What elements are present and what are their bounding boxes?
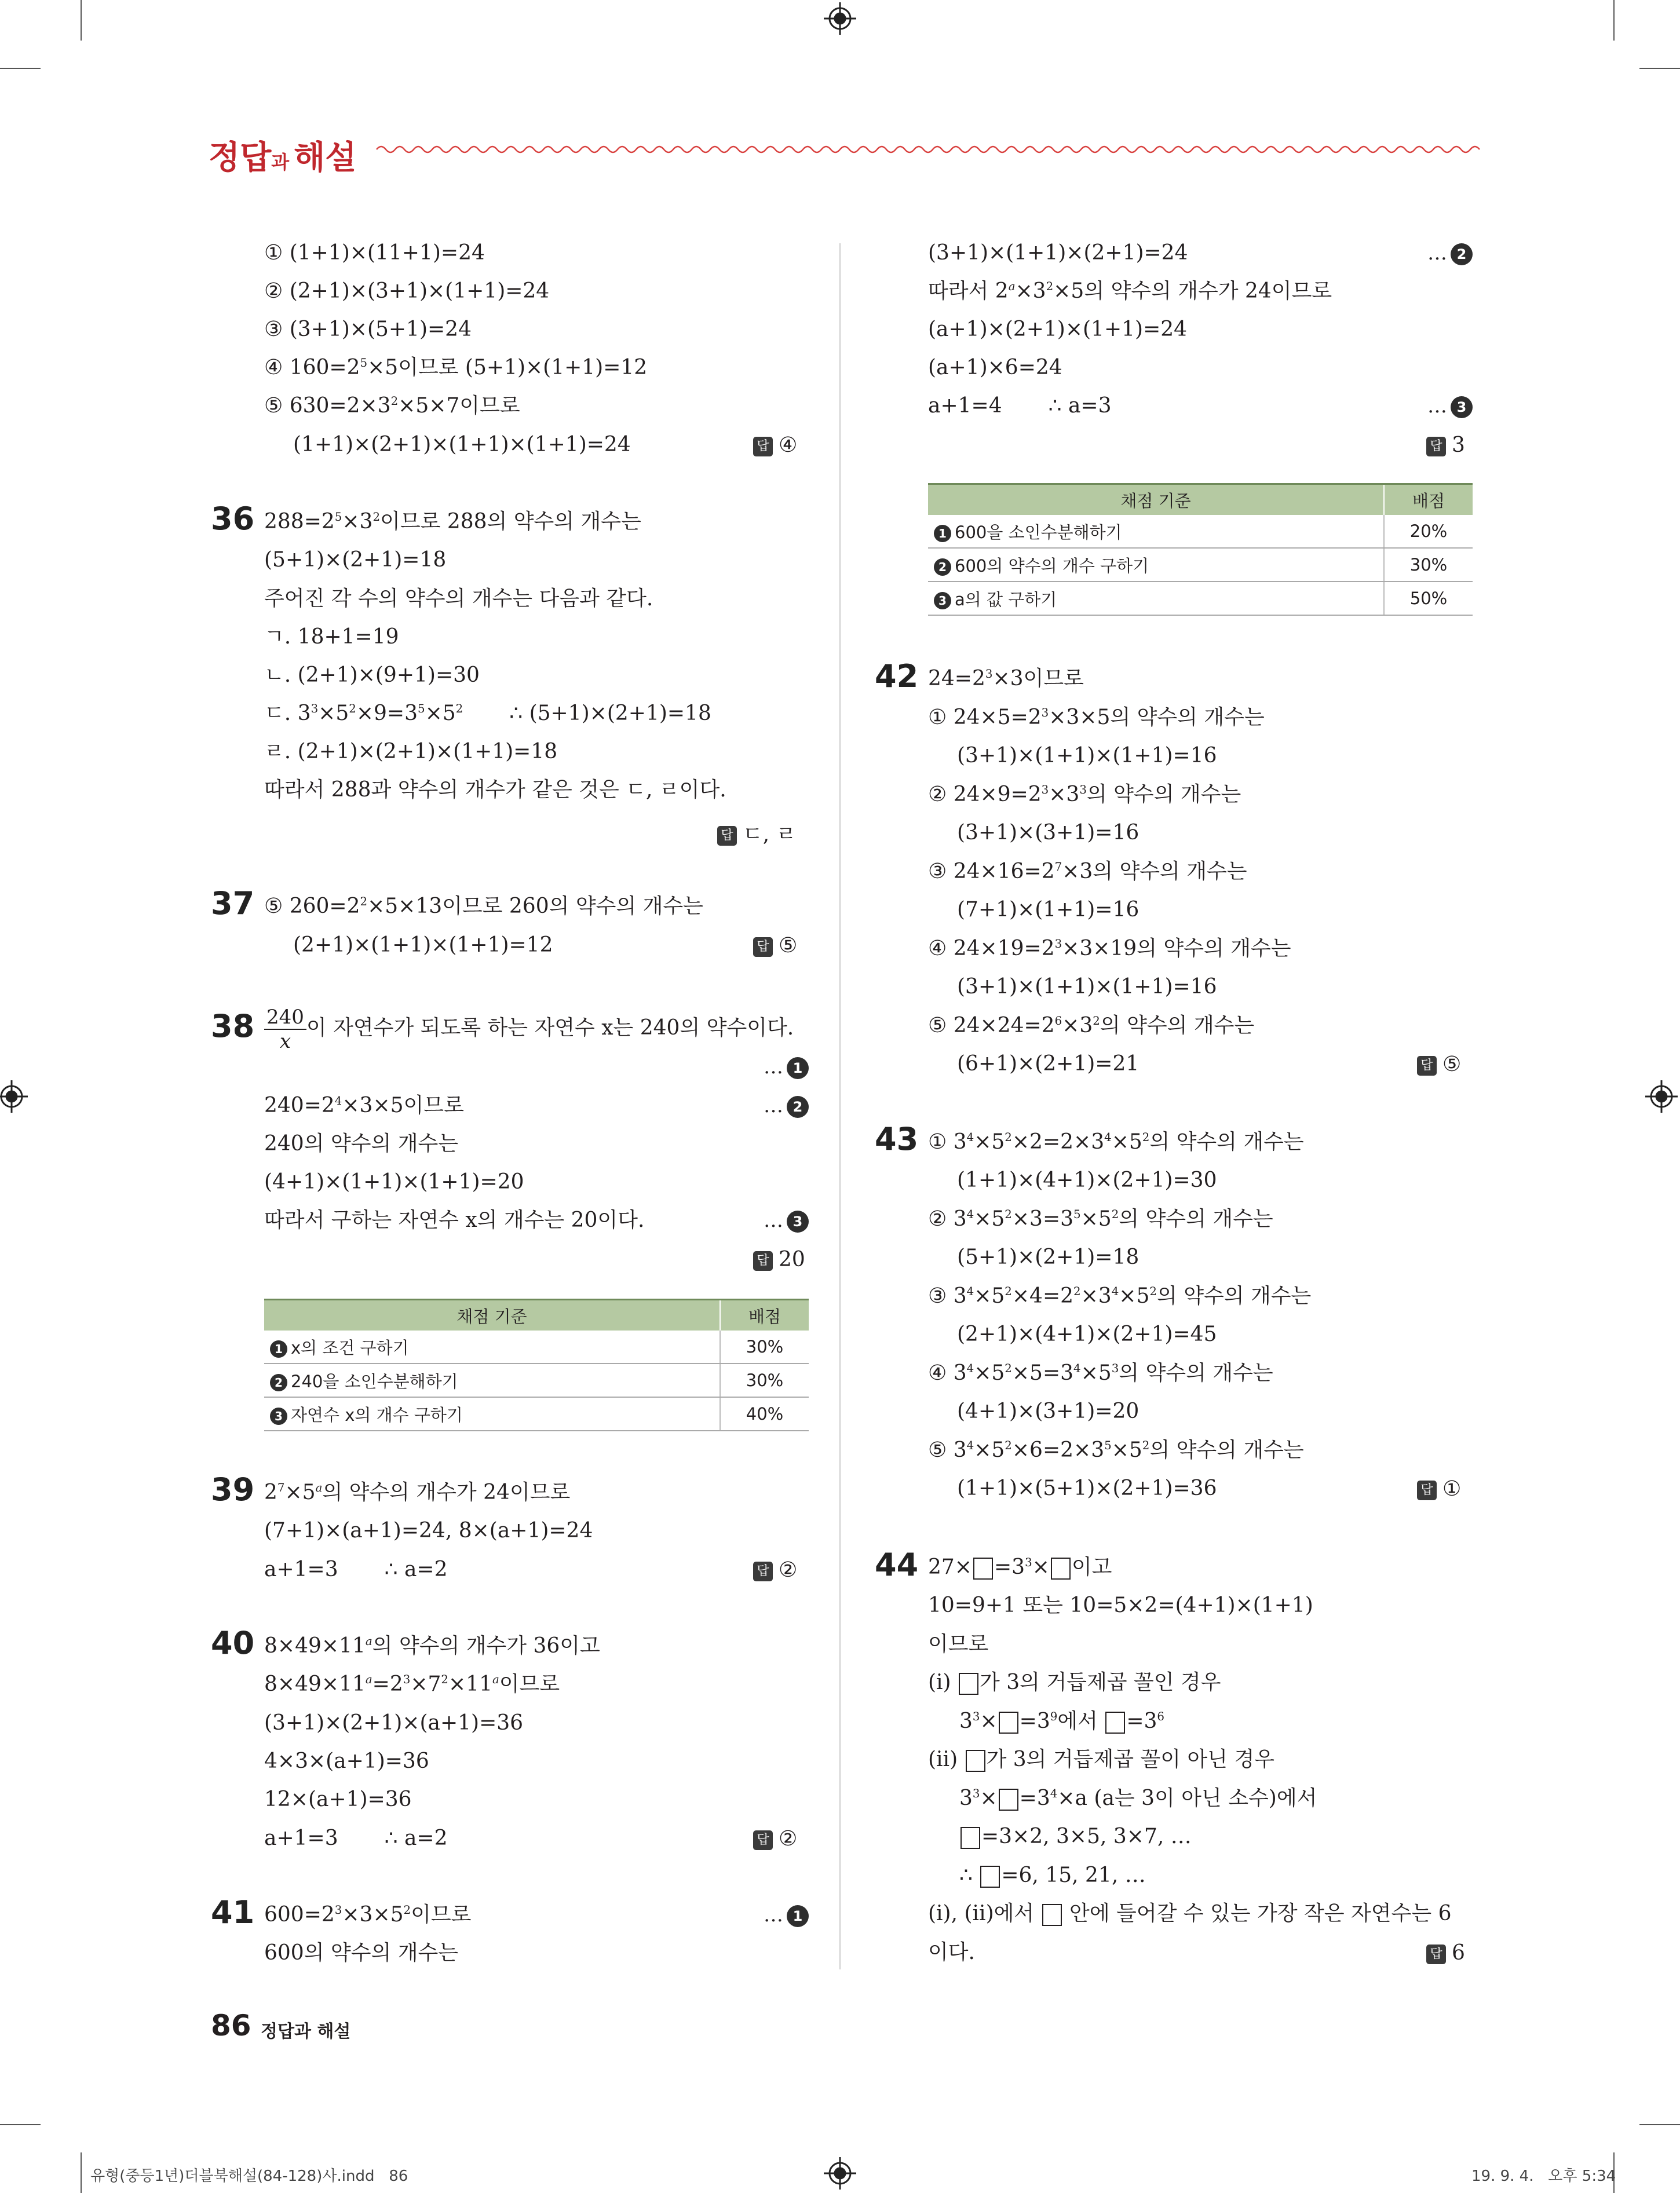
table-header-criteria: 채점 기준 bbox=[264, 1300, 720, 1331]
answer-41: 답 3 bbox=[1426, 433, 1465, 457]
q40-line-1: $8\times 49\times 11^a$의 약수의 개수가 36이고 bbox=[264, 1634, 600, 1658]
header-title-small: 과 bbox=[271, 151, 290, 173]
answer-36: 답 ㄷ, ㄹ bbox=[717, 818, 796, 847]
answer-39: 답 ② bbox=[753, 1558, 797, 1582]
q36-line-1: $288=2^5\times 3^2$이므로 288의 약수의 개수는 bbox=[264, 510, 641, 533]
problem-number-39: 39 bbox=[211, 1471, 255, 1508]
blank-box bbox=[980, 1866, 1000, 1888]
left-line-6: (1+1)×(2+1)×(1+1)×(1+1)=24 bbox=[293, 433, 631, 456]
q38-line-5: 따라서 구하는 자연수 x의 개수는 20이다. bbox=[264, 1208, 645, 1232]
problem-number-37: 37 bbox=[211, 885, 255, 922]
q38-mark-1: … 1 bbox=[764, 1055, 809, 1079]
blank-box bbox=[999, 1712, 1018, 1734]
table-row: 3 자연수 x의 개수 구하기 40% bbox=[264, 1397, 809, 1431]
header-wave bbox=[377, 147, 1480, 152]
q44-line-3: 이므로 bbox=[928, 1632, 989, 1656]
q44-line-4: (ⅰ) 가 3의 거듭제곱 꼴인 경우 bbox=[928, 1671, 1221, 1694]
q43-line-5: ③ $3^4\times 5^2\times 4=2^2\times 3^4\times 5^2$의 약수의 개수는 bbox=[928, 1284, 1312, 1308]
q41-line-2: 600의 약수의 개수는 bbox=[264, 1941, 459, 1965]
problem-number-38: 38 bbox=[211, 1008, 255, 1044]
left-line-2: ② (2+1)×(3+1)×(1+1)=24 bbox=[264, 279, 550, 303]
q43-line-3: ② $3^4\times 5^2\times 3=3^5\times 5^2$의 약수의 개수는 bbox=[928, 1207, 1273, 1231]
q44-line-8: =3×2, 3×5, 3×7, … bbox=[959, 1824, 1192, 1850]
timestamp: 19. 9. 4. 오후 5:34 bbox=[1471, 2168, 1616, 2185]
q38-line-3: 240의 약수의 개수는 bbox=[264, 1132, 459, 1156]
q41-line-1: $600=2^3\times 3\times 5^2$이므로 bbox=[264, 1903, 472, 1927]
problem-number-43: 43 bbox=[875, 1121, 919, 1157]
q42-line-9: ⑤ $24\times 24=2^6\times 3^2$의 약수의 개수는 bbox=[928, 1014, 1255, 1037]
q42-line-7: ④ $24\times 19=2^3\times 3\times 19$의 약수의 개수는 bbox=[928, 937, 1291, 960]
q41c-line-2: 따라서 $2^a\times 3^2\times 5$의 약수의 개수가 24이므로 bbox=[928, 279, 1332, 303]
q43-line-8: (4+1)×(3+1)=20 bbox=[957, 1399, 1140, 1423]
answer-35: 답 ④ bbox=[753, 433, 797, 457]
problem-number-44: 44 bbox=[875, 1547, 919, 1583]
fraction-240-over-x: $\frac{240}{x}$ bbox=[264, 1006, 306, 1053]
q38-mark-3: … 3 bbox=[764, 1209, 809, 1233]
q38-line-1: $\frac{240}{x}$ 이 자연수가 되도록 하는 자연수 x는 240의 약수이다. bbox=[264, 1002, 794, 1054]
q40-line-5: 12×(a+1)=36 bbox=[264, 1788, 412, 1811]
table-row: 1 x의 조건 구하기 30% bbox=[264, 1331, 809, 1364]
problem-number-42: 42 bbox=[875, 658, 919, 695]
blank-box bbox=[1042, 1904, 1062, 1926]
problem-number-40: 40 bbox=[211, 1625, 255, 1661]
q43-line-9: ⑤ $3^4\times 5^2\times 6=2\times 3^5\times 5^2$의 약수의 개수는 bbox=[928, 1438, 1304, 1462]
answer-44: 답 6 bbox=[1426, 1941, 1465, 1965]
q43-line-7: ④ $3^4\times 5^2\times 5=3^4\times 5^3$의 약수의 개수는 bbox=[928, 1361, 1273, 1385]
q41c-line-3: (a+1)×(2+1)×(1+1)=24 bbox=[928, 317, 1188, 341]
q39-line-3: a+1=3 ∴ a=2 bbox=[264, 1558, 448, 1581]
answer-43: 답 ① bbox=[1417, 1477, 1461, 1501]
q42-line-10: (6+1)×(2+1)=21 bbox=[957, 1052, 1140, 1076]
table-row: 2 240을 소인수분해하기 30% bbox=[264, 1364, 809, 1397]
problem-number-41: 41 bbox=[211, 1894, 255, 1931]
q38-mark-2: … 2 bbox=[764, 1094, 809, 1118]
q36-line-4: ㄱ. 18+1=19 bbox=[264, 625, 399, 649]
answer-38: 답 20 bbox=[753, 1248, 805, 1271]
q42-line-0: $24=2^3\times 3$이므로 bbox=[928, 667, 1084, 690]
blank-box bbox=[960, 1827, 980, 1849]
q43-line-1: ① $3^4\times 5^2\times 2=2\times 3^4\times 5^2$의 약수의 개수는 bbox=[928, 1130, 1304, 1154]
q43-line-10: (1+1)×(5+1)×(2+1)=36 bbox=[957, 1476, 1217, 1500]
q41-mark-3: … 3 bbox=[1427, 394, 1473, 418]
q36-line-7: ㄹ. (2+1)×(2+1)×(1+1)=18 bbox=[264, 740, 558, 763]
table-row: 3 a의 값 구하기 50% bbox=[928, 582, 1473, 615]
q44-line-11: 이다. bbox=[928, 1940, 975, 1964]
q43-line-4: (5+1)×(2+1)=18 bbox=[957, 1245, 1140, 1269]
registration-mark-right bbox=[1645, 1080, 1678, 1113]
q36-line-8: 따라서 288과 약수의 개수가 같은 것은 ㄷ, ㄹ이다. bbox=[264, 778, 726, 802]
table-header-points: 배점 bbox=[720, 1300, 809, 1331]
left-line-4: ④ $160=2^5\times 5$이므로 (5+1)×(1+1)=12 bbox=[264, 356, 648, 379]
q42-line-5: ③ $24\times 16=2^7\times 3$의 약수의 개수는 bbox=[928, 860, 1247, 883]
q40-line-4: 4×3×(a+1)=36 bbox=[264, 1749, 429, 1773]
q42-line-8: (3+1)×(1+1)×(1+1)=16 bbox=[957, 975, 1217, 999]
q40-line-2: $8\times 49\times 11^a=2^3\times 7^2\times 11^a$이므로 bbox=[264, 1672, 560, 1696]
table-row: 1 600을 소인수분해하기 20% bbox=[928, 515, 1473, 548]
blank-box bbox=[1105, 1712, 1125, 1734]
q44-line-2: 10=9+1 또는 10=5×2=(4+1)×(1+1) bbox=[928, 1593, 1313, 1617]
q41c-line-4: (a+1)×6=24 bbox=[928, 356, 1062, 379]
q38-line-4: (4+1)×(1+1)×(1+1)=20 bbox=[264, 1170, 524, 1194]
q37-line-1: ⑤ $260=2^2\times 5\times 13$이므로 260의 약수의 개수는 bbox=[264, 894, 703, 918]
q40-line-6: a+1=3 ∴ a=2 bbox=[264, 1826, 448, 1850]
q42-line-1: ① $24\times 5=2^3\times 3\times 5$의 약수의 개수는 bbox=[928, 706, 1265, 729]
q44-line-6: (ⅱ) 가 3의 거듭제곱 꼴이 아닌 경우 bbox=[928, 1748, 1274, 1771]
q36-line-5: ㄴ. (2+1)×(9+1)=30 bbox=[264, 663, 480, 687]
q36-line-3: 주어진 각 수의 약수의 개수는 다음과 같다. bbox=[264, 587, 653, 611]
answer-40: 답 ② bbox=[753, 1827, 797, 1851]
page-label: 정답과 해설 bbox=[261, 2022, 351, 2042]
header-title-main: 정답 bbox=[209, 139, 272, 177]
q42-line-3: ② $24\times 9=2^3\times 3^3$의 약수의 개수는 bbox=[928, 783, 1241, 806]
q41c-line-1: (3+1)×(1+1)×(2+1)=24 bbox=[928, 241, 1188, 265]
problem-number-36: 36 bbox=[211, 500, 255, 537]
q40-line-3: (3+1)×(2+1)×(a+1)=36 bbox=[264, 1711, 524, 1735]
header-title bbox=[209, 132, 356, 178]
q39-line-2: (7+1)×(a+1)=24, 8×(a+1)=24 bbox=[264, 1519, 593, 1543]
blank-box bbox=[973, 1558, 993, 1580]
registration-mark-bottom bbox=[824, 2157, 856, 2190]
q44-line-1: $27\times =3^3\times$ 이고 bbox=[928, 1555, 1112, 1579]
table-row: 2 600의 약수의 개수 구하기 30% bbox=[928, 548, 1473, 582]
q36-line-2: (5+1)×(2+1)=18 bbox=[264, 548, 447, 572]
table-header-criteria: 채점 기준 bbox=[928, 484, 1384, 516]
left-line-5: ⑤ $630=2\times 3^2\times 5\times 7$이므로 bbox=[264, 394, 520, 418]
q36-line-6: ㄷ. $3^3\times 5^2\times 9=3^5\times 5^2$ ∴ (5+1)×(2+1)=18 bbox=[264, 701, 711, 725]
q38-scoring-table bbox=[264, 1299, 809, 1431]
page-number: 86 bbox=[211, 2009, 251, 2042]
q43-line-6: (2+1)×(4+1)×(2+1)=45 bbox=[957, 1322, 1217, 1346]
q41-mark-2: … 2 bbox=[1427, 242, 1473, 265]
q43-line-2: (1+1)×(4+1)×(2+1)=30 bbox=[957, 1168, 1217, 1192]
blank-box bbox=[966, 1750, 985, 1772]
answer-42: 답 ⑤ bbox=[1417, 1052, 1461, 1076]
table-header-points: 배점 bbox=[1384, 484, 1473, 516]
q39-line-1: $2^7\times 5^a$의 약수의 개수가 24이므로 bbox=[264, 1481, 571, 1504]
blank-box bbox=[999, 1789, 1018, 1811]
registration-mark-left bbox=[0, 1080, 28, 1113]
blank-box bbox=[959, 1673, 978, 1695]
q42-line-2: (3+1)×(1+1)×(1+1)=16 bbox=[957, 744, 1217, 767]
header-title-end: 해설 bbox=[294, 139, 357, 177]
answer-37: 답 ⑤ bbox=[753, 934, 797, 957]
q42-line-4: (3+1)×(3+1)=16 bbox=[957, 821, 1140, 845]
left-line-1: ① (1+1)×(11+1)=24 bbox=[264, 241, 485, 265]
file-info: 유형(중등1년)더블북해설(84-128)사.indd 86 bbox=[90, 2168, 408, 2185]
q44-line-5: $3^3\times =3^9$에서 $=3^6$ bbox=[959, 1709, 1165, 1733]
blank-box bbox=[1051, 1558, 1071, 1580]
q44-line-9: ∴ =6, 15, 21, … bbox=[959, 1863, 1146, 1887]
q42-line-6: (7+1)×(1+1)=16 bbox=[957, 898, 1140, 922]
q41c-line-5: a+1=4 ∴ a=3 bbox=[928, 394, 1112, 418]
registration-mark-top bbox=[824, 2, 856, 35]
q41-mark-1: … 1 bbox=[764, 1903, 809, 1927]
q41-scoring-table bbox=[928, 483, 1473, 616]
q44-line-7: $3^3\times =3^4\times a$ (a는 3이 아닌 소수)에서 bbox=[959, 1786, 1317, 1810]
q38-line-2: $240=2^4\times 3\times 5$이므로 bbox=[264, 1094, 464, 1117]
q44-line-10: (ⅰ), (ⅱ)에서 안에 들어갈 수 있는 가장 작은 자연수는 6 bbox=[928, 1902, 1452, 1925]
left-line-3: ③ (3+1)×(5+1)=24 bbox=[264, 317, 472, 341]
q37-line-2: (2+1)×(1+1)×(1+1)=12 bbox=[293, 933, 553, 957]
